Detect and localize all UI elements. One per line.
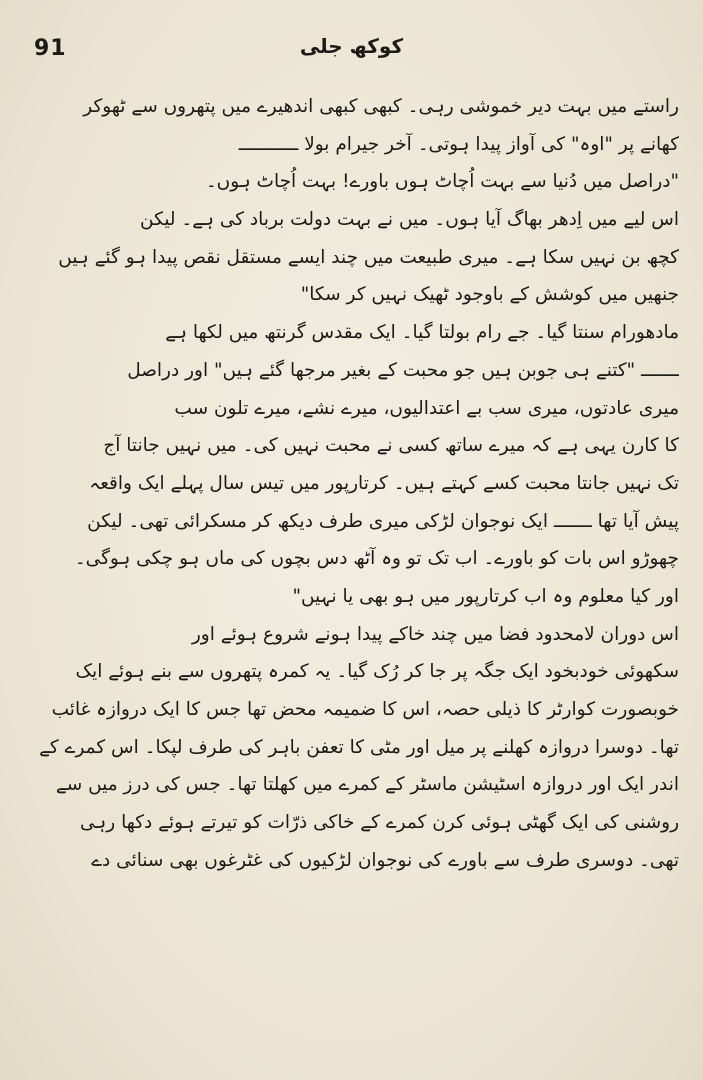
text-line: راستے میں بہت دیر خموشی رہی۔ کبھی کبھی اندھیرے میں پتھروں سے ٹھوکر: [83, 96, 679, 117]
text-line: کچھ بن نہیں سکا ہے۔ میری طبیعت میں چند ایسے مستقل نقص پیدا ہو گئے ہیں: [58, 246, 679, 268]
text-line: اس دوران لامحدود فضا میں چند خاکے پیدا ہونے شروع ہوئے اور: [191, 623, 679, 645]
text-line: اور کیا معلوم وہ اب کرتارپور میں ہو بھی یا نہیں": [292, 585, 679, 607]
text-line: "دراصل میں دُنیا سے بہت اُچاٹ ہوں باورے! بہت اُچاٹ ہوں۔: [205, 171, 679, 193]
running-title: کوکھ جلی: [299, 34, 404, 58]
text-line: سکھوئی خودبخود ایک جگہ پر جا کر رُک گیا۔ یہ کمرہ پتھروں سے بنے ہوئے ایک: [75, 661, 679, 683]
text-line: تھی۔ دوسری طرف سے باورے کی نوجوان لڑکیوں کی غٹرغوں بھی سنائی دے: [91, 849, 679, 871]
text-line: پیش آیا تھا ـــــــ ایک نوجوان لڑکی میری طرف دیکھ کر مسکرائی تھی۔ لیکن: [87, 510, 679, 532]
text-line: تھا۔ دوسرا دروازہ کھلنے پر میل اور مٹی کا تعفن باہر کی طرف لپکا۔ اس کمرے کے: [39, 736, 679, 758]
text-line: روشنی کی ایک گھٹی ہوئی کرن کمرے کے خاکی ذرّات کو تیرتے ہوئے دکھا رہی: [80, 812, 679, 834]
text-line: تک نہیں جانتا محبت کسے کہتے ہیں۔ کرتارپور میں تیس سال پہلے ایک واقعہ: [89, 472, 679, 494]
body-text: [22, 88, 679, 879]
text-line: اندر ایک اور دروازہ اسٹیشن ماسٹر کے کمرے میں کھلتا تھا۔ جس کی درز میں سے: [55, 774, 679, 796]
text-line: اس لیے میں اِدھر بھاگ آیا ہوں۔ میں نے بہت دولت برباد کی ہے۔ لیکن: [140, 209, 679, 231]
text-line: ـــــــ "کتنے ہی جوبن ہیں جو محبت کے بغیر مرجھا گئے ہیں" اور دراصل: [127, 359, 679, 381]
text-line: میری عادتوں، میری سب بے اعتدالیوں، میرے نشے، میرے تلون سب: [174, 397, 679, 419]
text-line: چھوڑو اس بات کو باورے۔ اب تک تو وہ آٹھ دس بچوں کی ماں ہو چکی ہوگی۔: [74, 548, 679, 570]
text-line: کھانے پر "اوہ" کی آواز پیدا ہوتی۔ آخر جیرام بولا ـــــــــــ: [238, 133, 679, 155]
text-line: خوبصورت کوارٹر کا ذیلی حصہ، اس کا ضمیمہ محض تھا جس کا ایک دروازہ غائب: [51, 699, 679, 720]
text-line: جنھیں میں کوشش کے باوجود ٹھیک نہیں کر سکا": [300, 284, 679, 306]
text-line: مادھورام سنتا گیا۔ جے رام بولتا گیا۔ ایک مقدس گرنتھ میں لکھا ہے: [165, 322, 679, 344]
text-line: کا کارن یہی ہے کہ میرے ساتھ کسی نے محبت نہیں کی۔ میں نہیں جانتا آج: [103, 435, 679, 457]
page-number: 91: [34, 36, 67, 61]
